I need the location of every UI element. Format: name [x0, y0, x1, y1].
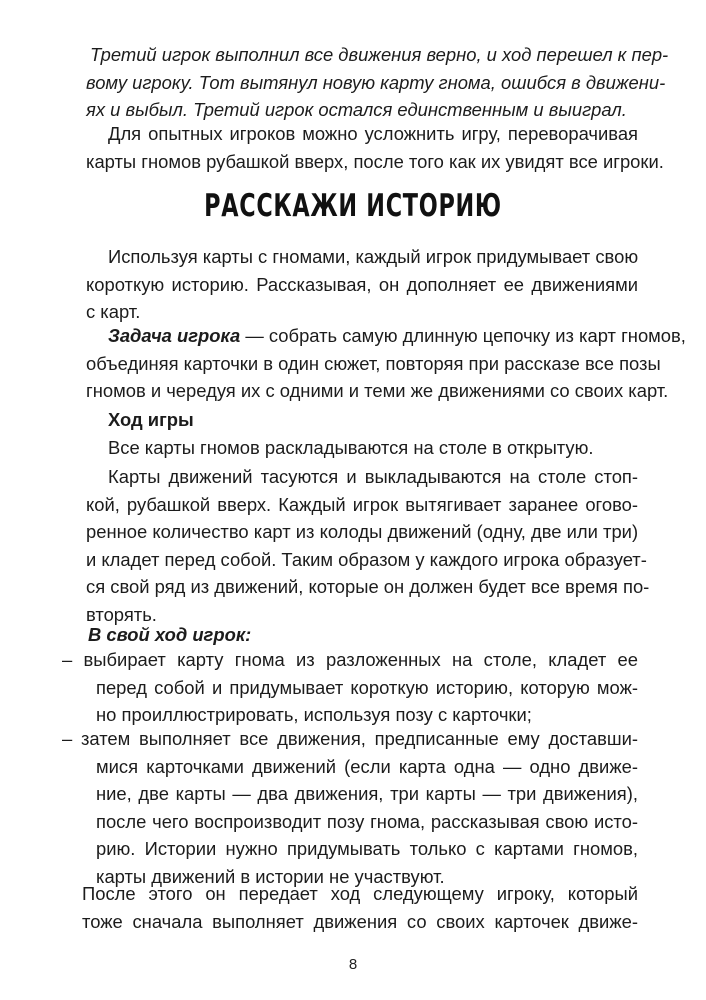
- open-cards-paragraph: [86, 434, 638, 462]
- text-line: [86, 322, 686, 350]
- text-line: Третий игрок выполнил все движения верно, и ход перешел к пер-: [90, 44, 669, 65]
- text-line: ние, две карты — два движения, три карты — три движения),: [96, 783, 638, 805]
- turn-label: [86, 621, 638, 649]
- text-line: рию. Истории нужно придумывать только с картами гномов,: [96, 838, 638, 860]
- text-line: вторять.: [86, 603, 157, 625]
- text-line: Используя карты с гномами, каждый игрок придумывает свою: [108, 246, 639, 267]
- list-item: [62, 725, 638, 891]
- text-line: Для опытных игроков можно усложнить игру, переворачивая: [108, 123, 638, 144]
- task-label: Задача игрока: [108, 325, 241, 346]
- list-item: [62, 646, 638, 729]
- text-line: короткую историю. Рассказывая, он дополняет ее движениями: [86, 273, 638, 295]
- text-line: ренное количество карт из колоды движений (одну, две или три): [86, 521, 639, 543]
- advanced-paragraph: [86, 120, 664, 175]
- text-line: ся свой ряд из движений, которые он должен будет все время по-: [86, 576, 650, 598]
- text-line: после чего воспроизводит позу гнома, рассказывая свою исто-: [96, 810, 638, 832]
- text-line: Все карты гномов раскладываются на столе в открытую.: [108, 437, 594, 458]
- task-paragraph: [86, 322, 686, 405]
- after-paragraph: [62, 880, 638, 935]
- text-line: – выбирает карту гнома из разложенных на столе, кладет ее: [62, 649, 638, 670]
- text-line: и кладет перед собой. Таким образом у каждого игрока образует-: [86, 548, 647, 570]
- text-line: мися карточками движений (если карта одна — одно движе-: [96, 755, 638, 777]
- text-line: Карты движений тасуются и выкладываются на столе стоп-: [108, 466, 638, 487]
- text-line: гномов и чередуя их с одними и теми же движениями со своих карт.: [86, 380, 669, 402]
- shuffle-paragraph: [86, 463, 650, 629]
- text-line: ях и выбыл. Третий игрок остался единственным и выиграл.: [86, 99, 627, 121]
- section-heading: РАССКАЖИ ИСТОРИЮ: [204, 188, 502, 224]
- page-number: 8: [348, 956, 358, 973]
- turn-label-text: В свой ход игрок:: [88, 624, 252, 645]
- text-line: объединяя карточки в один сюжет, повторяя при рассказе все позы: [86, 352, 661, 374]
- text-line: тоже сначала выполняет движения со своих карточек движе-: [82, 910, 638, 932]
- text-line: карты гномов рубашкой вверх, после того как их увидят все игроки.: [86, 150, 664, 172]
- text-line: кой, рубашкой вверх. Каждый игрок вытягивает заранее огово-: [86, 493, 638, 515]
- text-line: но проиллюстрировать, используя позу с карточки;: [96, 704, 532, 726]
- task-text: — собрать самую длинную цепочку из карт гномов,: [240, 325, 686, 346]
- example-paragraph: [86, 41, 669, 124]
- gameplay-title: [86, 406, 638, 434]
- text-line: После этого он передает ход следующему игроку, который: [82, 883, 638, 904]
- gameplay-title-text: Ход игры: [108, 409, 194, 430]
- text-line: перед собой и придумывает короткую историю, которую мож-: [96, 676, 638, 698]
- text-line: вому игроку. Тот вытянул новую карту гнома, ошибся в движени-: [86, 71, 666, 93]
- text-line: карты движений в истории не участвуют.: [96, 865, 445, 887]
- description-paragraph: [86, 243, 638, 326]
- text-line: – затем выполняет все движения, предписанные ему доставши-: [62, 728, 638, 749]
- text-line: с карт.: [86, 301, 141, 323]
